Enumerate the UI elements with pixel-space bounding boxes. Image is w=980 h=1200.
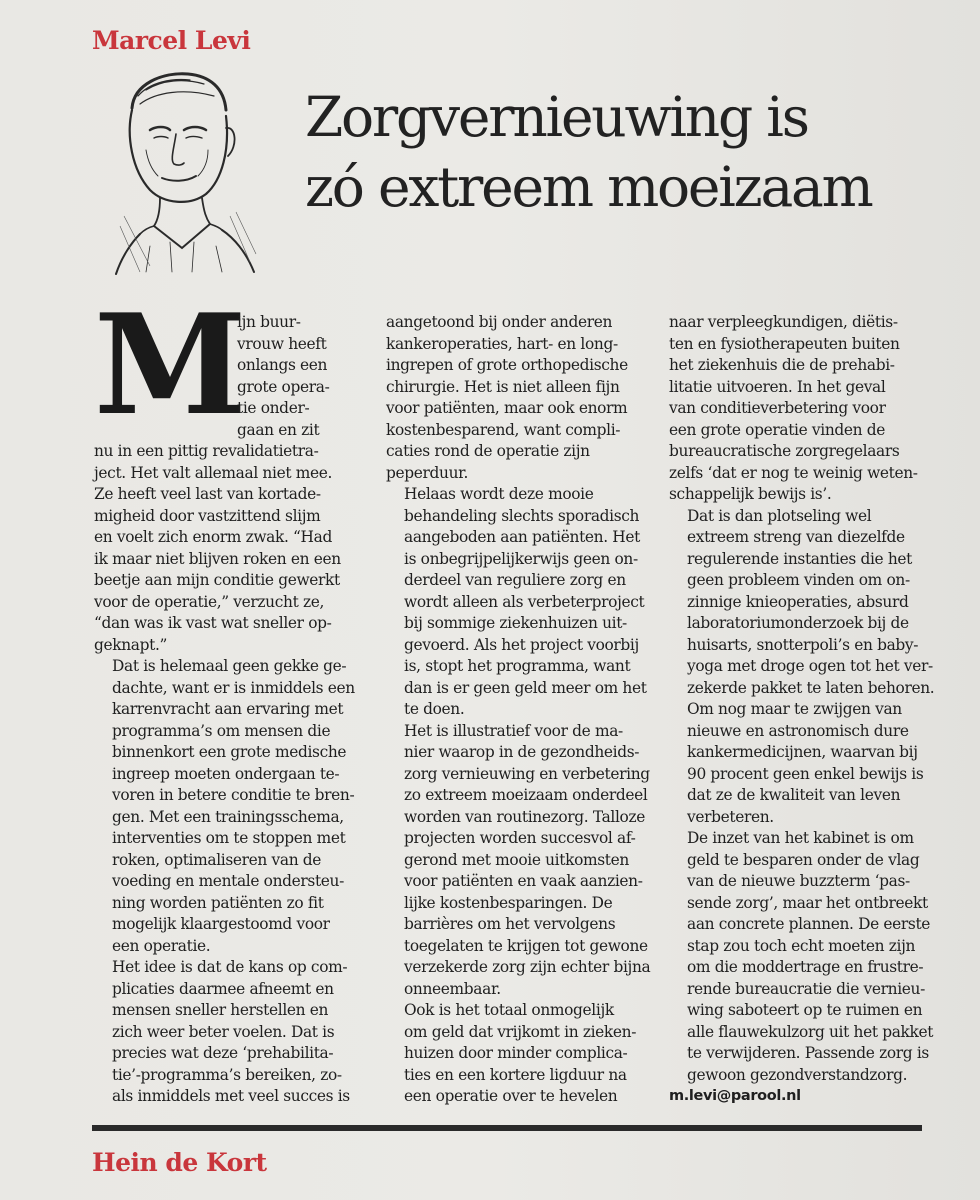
text-line: Helaas wordt deze mooie bbox=[404, 485, 594, 503]
next-columnist-name: Hein de Kort bbox=[92, 1148, 267, 1177]
text-line: voren in betere conditie te bren- bbox=[112, 786, 355, 804]
columnist-portrait bbox=[110, 66, 260, 276]
text-line: Ze heeft veel last van kortade- bbox=[94, 485, 321, 503]
text-line: wing saboteert op te ruimen en bbox=[687, 1001, 923, 1019]
text-line: ingreep moeten ondergaan te- bbox=[112, 764, 340, 783]
text-line: tie onder- bbox=[237, 399, 310, 417]
text-line: gaan en zit bbox=[237, 420, 320, 439]
article-paragraph bbox=[669, 312, 941, 506]
text-line: zelfs ‘dat er nog te weinig weten- bbox=[669, 463, 918, 482]
text-line: is, stopt het programma, want bbox=[404, 657, 631, 675]
text-line: behandeling slechts sporadisch bbox=[404, 506, 640, 525]
text-line: dat ze de kwaliteit van leven bbox=[687, 786, 901, 804]
text-line: barrières om het vervolgens bbox=[404, 915, 616, 933]
text-line: peperduur. bbox=[386, 463, 469, 482]
text-line: van de nieuwe buzzterm ‘pas- bbox=[687, 872, 910, 890]
text-line: een operatie over te hevelen bbox=[404, 1087, 618, 1105]
text-line: voor patiënten en vaak aanzien- bbox=[404, 872, 643, 890]
text-line: migheid door vastzittend slijm bbox=[94, 506, 321, 525]
text-line: voeding en mentale ondersteu- bbox=[112, 872, 344, 890]
text-line: ties en een kortere ligduur na bbox=[404, 1065, 627, 1084]
text-line: yoga met droge ogen tot het ver- bbox=[687, 657, 933, 675]
text-line: om geld dat vrijkomt in zieken- bbox=[404, 1022, 637, 1041]
text-line: voor de operatie,” verzucht ze, bbox=[94, 592, 325, 611]
text-line: derdeel van reguliere zorg en bbox=[404, 571, 626, 589]
text-line: aan concrete plannen. De eerste bbox=[687, 915, 931, 933]
text-line: precies wat deze ‘prehabilita- bbox=[112, 1044, 334, 1062]
text-line: ject. Het valt allemaal niet mee. bbox=[94, 463, 333, 482]
text-line: lijke kostenbesparingen. De bbox=[404, 893, 613, 912]
article-paragraph bbox=[386, 1000, 656, 1108]
text-line: om die moddertrage en frustre- bbox=[687, 958, 924, 976]
article-paragraph bbox=[386, 312, 656, 484]
text-line: het ziekenhuis die de prehabi- bbox=[669, 356, 895, 374]
text-line: aangeboden aan patiënten. Het bbox=[404, 528, 640, 546]
text-line: ijn buur- bbox=[237, 313, 301, 331]
text-line: beetje aan mijn conditie gewerkt bbox=[94, 571, 340, 589]
text-line: naar verpleegkundigen, diëtis- bbox=[669, 313, 898, 331]
article-column-1 bbox=[94, 312, 368, 1108]
text-line: worden van routinezorg. Talloze bbox=[404, 807, 645, 826]
text-line: als inmiddels met veel succes is bbox=[112, 1087, 350, 1105]
text-line: karrenvracht aan ervaring met bbox=[112, 700, 344, 718]
text-line: toegelaten te krijgen tot gewone bbox=[404, 936, 648, 955]
text-line: te doen. bbox=[404, 700, 465, 718]
article-headline bbox=[305, 82, 965, 222]
text-line: Dat is dan plotseling wel bbox=[687, 506, 872, 525]
columnist-name: Marcel Levi bbox=[92, 26, 251, 55]
text-line: verzekerde zorg zijn echter bijna bbox=[404, 958, 651, 976]
text-line: bureaucratische zorgregelaars bbox=[669, 442, 900, 460]
text-line: huizen door minder complica- bbox=[404, 1044, 628, 1062]
text-line: Ook is het totaal onmogelijk bbox=[404, 1001, 614, 1019]
text-line: stap zou toch echt moeten zijn bbox=[687, 936, 916, 955]
text-line: mensen sneller herstellen en bbox=[112, 1001, 329, 1019]
text-line: 90 procent geen enkel bewijs is bbox=[687, 764, 924, 783]
text-line: onlangs een bbox=[237, 356, 328, 374]
article-paragraph bbox=[386, 721, 656, 1001]
headline-line: Zorgvernieuwing is bbox=[305, 85, 808, 149]
text-line: is onbegrijpelijkerwijs geen on- bbox=[404, 549, 638, 568]
article-paragraph bbox=[94, 656, 368, 957]
text-line: onneembaar. bbox=[404, 979, 501, 998]
article-paragraph bbox=[386, 484, 656, 721]
text-line: een grote operatie vinden de bbox=[669, 420, 886, 439]
text-line: laboratoriumonderzoek bij de bbox=[687, 614, 909, 632]
text-line: caties rond de operatie zijn bbox=[386, 442, 590, 460]
text-line: voor patiënten, maar ook enorm bbox=[386, 399, 628, 417]
text-line: gevoerd. Als het project voorbij bbox=[404, 635, 639, 654]
text-line: geknapt.” bbox=[94, 635, 168, 654]
text-line: binnenkort een grote medische bbox=[112, 743, 347, 761]
article-paragraph bbox=[94, 957, 368, 1108]
text-line: bij sommige ziekenhuizen uit- bbox=[404, 614, 627, 632]
text-line: zich weer beter voelen. Dat is bbox=[112, 1022, 335, 1041]
text-line: gewoon gezondverstandzorg. bbox=[687, 1065, 908, 1084]
text-line: zo extreem moeizaam onderdeel bbox=[404, 786, 648, 804]
text-line: dan is er geen geld meer om het bbox=[404, 678, 647, 697]
text-line: Om nog maar te zwijgen van bbox=[687, 700, 902, 718]
text-line: schappelijk bewijs is’. bbox=[669, 485, 832, 503]
article-paragraph bbox=[669, 828, 941, 1086]
text-line: litatie uitvoeren. In het geval bbox=[669, 377, 886, 396]
text-line: ten en fysiotherapeuten buiten bbox=[669, 334, 900, 353]
text-line: van conditieverbetering voor bbox=[669, 399, 886, 417]
author-email-link[interactable]: m.levi@parool.nl bbox=[669, 1088, 801, 1104]
text-line: zinnige knieoperaties, absurd bbox=[687, 592, 909, 611]
text-line: een operatie. bbox=[112, 936, 211, 955]
text-line: plicaties daarmee afneemt en bbox=[112, 979, 334, 998]
text-line: kankeroperaties, hart- en long- bbox=[386, 334, 618, 353]
drop-cap: M bbox=[94, 283, 247, 446]
text-line: aangetoond bij onder anderen bbox=[386, 313, 613, 331]
text-line: gerond met mooie uitkomsten bbox=[404, 850, 629, 869]
text-line: mogelijk klaargestoomd voor bbox=[112, 915, 330, 933]
text-line: te verwijderen. Passende zorg is bbox=[687, 1044, 929, 1062]
text-line: kankermedicijnen, waarvan bij bbox=[687, 743, 918, 761]
text-line: nu in een pittig revalidatietra- bbox=[94, 442, 319, 460]
text-line: chirurgie. Het is niet alleen fijn bbox=[386, 377, 620, 396]
article-column-3 bbox=[669, 312, 941, 1108]
text-line: en voelt zich enorm zwak. “Had bbox=[94, 528, 332, 546]
text-line: rende bureaucratie die vernieu- bbox=[687, 979, 925, 998]
text-line: gen. Met een trainingsschema, bbox=[112, 807, 344, 826]
text-line: kostenbesparend, want compli- bbox=[386, 420, 621, 439]
text-line: alle flauwekulzorg uit het pakket bbox=[687, 1022, 934, 1041]
text-line: wordt alleen als verbeterproject bbox=[404, 592, 645, 611]
text-line: zekerde pakket te laten behoren. bbox=[687, 678, 935, 697]
text-line: Dat is helemaal geen gekke ge- bbox=[112, 657, 347, 675]
text-line: sende zorg’, maar het ontbreekt bbox=[687, 893, 928, 912]
text-line: Het is illustratief voor de ma- bbox=[404, 721, 623, 740]
text-line: regulerende instanties die het bbox=[687, 549, 912, 568]
text-line: programma’s om mensen die bbox=[112, 721, 331, 740]
text-line: nier waarop in de gezondheids- bbox=[404, 743, 640, 761]
text-line: extreem streng van diezelfde bbox=[687, 528, 905, 546]
text-line: ning worden patiënten zo fit bbox=[112, 893, 324, 912]
headline-line: zó extreem moeizaam bbox=[305, 155, 872, 219]
text-line: interventies om te stoppen met bbox=[112, 829, 346, 847]
text-line: dachte, want er is inmiddels een bbox=[112, 678, 355, 697]
article-paragraph bbox=[669, 506, 941, 829]
text-line: ik maar niet blijven roken en een bbox=[94, 549, 341, 568]
text-line: grote opera- bbox=[237, 377, 330, 396]
text-line: Het idee is dat de kans op com- bbox=[112, 958, 348, 976]
text-line: zorg vernieuwing en verbetering bbox=[404, 764, 650, 783]
text-line: projecten worden succesvol af- bbox=[404, 829, 636, 847]
text-line: ingrepen of grote orthopedische bbox=[386, 356, 628, 374]
text-line: De inzet van het kabinet is om bbox=[687, 829, 914, 847]
text-line: roken, optimaliseren van de bbox=[112, 850, 322, 869]
text-line: vrouw heeft bbox=[237, 334, 327, 353]
text-line: tie’-programma’s bereiken, zo- bbox=[112, 1065, 342, 1084]
text-line: geld te besparen onder de vlag bbox=[687, 850, 920, 869]
text-line: huisarts, snotterpoli’s en baby- bbox=[687, 635, 919, 654]
section-divider bbox=[92, 1125, 922, 1131]
text-line: verbeteren. bbox=[687, 807, 774, 826]
article-paragraph bbox=[94, 312, 368, 656]
article-column-2 bbox=[386, 312, 656, 1108]
text-line: nieuwe en astronomisch dure bbox=[687, 721, 909, 740]
text-line: “dan was ik vast wat sneller op- bbox=[94, 614, 332, 632]
text-line: geen probleem vinden om on- bbox=[687, 571, 910, 589]
